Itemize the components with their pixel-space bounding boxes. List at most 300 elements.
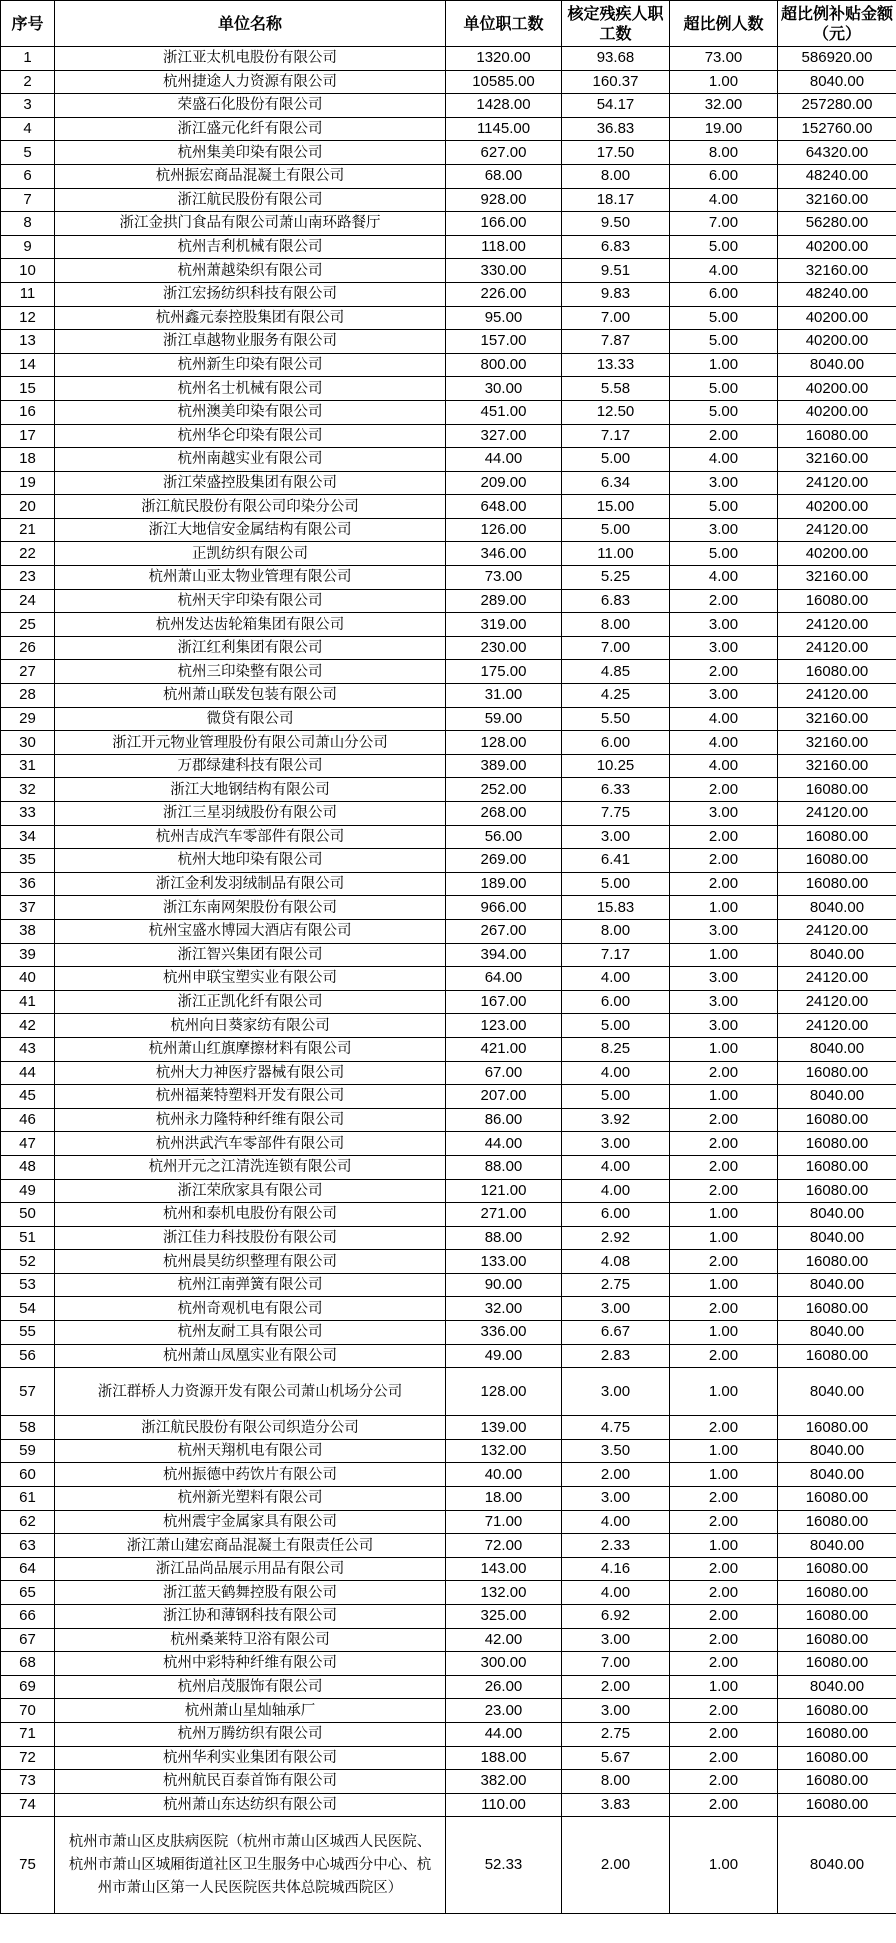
cell-disabled-staff-count: 2.33 <box>562 1534 670 1558</box>
table-row <box>1 471 896 495</box>
cell-index: 41 <box>1 990 55 1014</box>
header-subsidy-amount: 超比例补贴金额（元） <box>778 1 896 47</box>
cell-company-name: 杭州萧越染织有限公司 <box>55 259 446 283</box>
cell-excess-count: 5.00 <box>670 235 778 259</box>
cell-index: 53 <box>1 1273 55 1297</box>
table-row <box>1 282 896 306</box>
cell-subsidy-amount: 16080.00 <box>778 1344 896 1368</box>
table-body <box>1 47 896 1914</box>
cell-disabled-staff-count: 15.00 <box>562 495 670 519</box>
cell-staff-count: 67.00 <box>446 1061 562 1085</box>
cell-index: 49 <box>1 1179 55 1203</box>
cell-disabled-staff-count: 9.51 <box>562 259 670 283</box>
cell-excess-count: 2.00 <box>670 1510 778 1534</box>
table-row <box>1 566 896 590</box>
cell-company-name: 浙江红利集团有限公司 <box>55 636 446 660</box>
cell-staff-count: 325.00 <box>446 1605 562 1629</box>
table-row <box>1 1487 896 1511</box>
cell-subsidy-amount: 40200.00 <box>778 495 896 519</box>
cell-index: 34 <box>1 825 55 849</box>
cell-subsidy-amount: 16080.00 <box>778 1605 896 1629</box>
cell-excess-count: 2.00 <box>670 1793 778 1817</box>
cell-excess-count: 2.00 <box>670 589 778 613</box>
cell-subsidy-amount: 16080.00 <box>778 825 896 849</box>
cell-index: 65 <box>1 1581 55 1605</box>
cell-staff-count: 121.00 <box>446 1179 562 1203</box>
cell-disabled-staff-count: 3.92 <box>562 1108 670 1132</box>
cell-excess-count: 2.00 <box>670 1628 778 1652</box>
cell-staff-count: 126.00 <box>446 518 562 542</box>
cell-subsidy-amount: 8040.00 <box>778 1226 896 1250</box>
table-row <box>1 1085 896 1109</box>
table-row <box>1 1770 896 1794</box>
cell-subsidy-amount: 40200.00 <box>778 330 896 354</box>
cell-subsidy-amount: 8040.00 <box>778 1273 896 1297</box>
cell-staff-count: 319.00 <box>446 613 562 637</box>
table-row <box>1 1675 896 1699</box>
cell-disabled-staff-count: 5.58 <box>562 377 670 401</box>
table-row <box>1 660 896 684</box>
cell-disabled-staff-count: 8.00 <box>562 613 670 637</box>
cell-disabled-staff-count: 4.00 <box>562 1581 670 1605</box>
cell-staff-count: 271.00 <box>446 1203 562 1227</box>
cell-company-name: 杭州澳美印染有限公司 <box>55 400 446 424</box>
cell-excess-count: 2.00 <box>670 872 778 896</box>
cell-excess-count: 3.00 <box>670 518 778 542</box>
cell-subsidy-amount: 8040.00 <box>778 943 896 967</box>
cell-disabled-staff-count: 8.00 <box>562 164 670 188</box>
cell-excess-count: 3.00 <box>670 636 778 660</box>
cell-subsidy-amount: 8040.00 <box>778 1534 896 1558</box>
cell-subsidy-amount: 16080.00 <box>778 1250 896 1274</box>
cell-staff-count: 226.00 <box>446 282 562 306</box>
cell-index: 71 <box>1 1722 55 1746</box>
table-row <box>1 1368 896 1416</box>
cell-staff-count: 382.00 <box>446 1770 562 1794</box>
cell-excess-count: 2.00 <box>670 1155 778 1179</box>
cell-subsidy-amount: 16080.00 <box>778 1061 896 1085</box>
cell-company-name: 杭州和泰机电股份有限公司 <box>55 1203 446 1227</box>
cell-disabled-staff-count: 17.50 <box>562 141 670 165</box>
cell-subsidy-amount: 16080.00 <box>778 1581 896 1605</box>
cell-excess-count: 2.00 <box>670 1344 778 1368</box>
cell-index: 51 <box>1 1226 55 1250</box>
cell-company-name: 浙江亚太机电股份有限公司 <box>55 47 446 71</box>
table-row <box>1 589 896 613</box>
cell-subsidy-amount: 24120.00 <box>778 919 896 943</box>
cell-index: 72 <box>1 1746 55 1770</box>
cell-staff-count: 133.00 <box>446 1250 562 1274</box>
table-row <box>1 778 896 802</box>
cell-staff-count: 88.00 <box>446 1226 562 1250</box>
cell-company-name: 浙江协和薄钢科技有限公司 <box>55 1605 446 1629</box>
cell-index: 1 <box>1 47 55 71</box>
header-row <box>1 1 896 47</box>
table-row <box>1 825 896 849</box>
cell-staff-count: 52.33 <box>446 1817 562 1914</box>
cell-staff-count: 268.00 <box>446 802 562 826</box>
table-row <box>1 943 896 967</box>
cell-disabled-staff-count: 5.00 <box>562 448 670 472</box>
cell-subsidy-amount: 16080.00 <box>778 778 896 802</box>
cell-disabled-staff-count: 3.83 <box>562 1793 670 1817</box>
cell-staff-count: 157.00 <box>446 330 562 354</box>
cell-subsidy-amount: 16080.00 <box>778 660 896 684</box>
cell-company-name: 浙江品尚品展示用品有限公司 <box>55 1557 446 1581</box>
table-row <box>1 1793 896 1817</box>
cell-disabled-staff-count: 5.00 <box>562 518 670 542</box>
cell-subsidy-amount: 24120.00 <box>778 967 896 991</box>
table-row <box>1 212 896 236</box>
cell-company-name: 杭州振宏商品混凝土有限公司 <box>55 164 446 188</box>
cell-subsidy-amount: 16080.00 <box>778 1179 896 1203</box>
cell-company-name: 杭州大地印染有限公司 <box>55 849 446 873</box>
cell-company-name: 杭州洪武汽车零部件有限公司 <box>55 1132 446 1156</box>
cell-index: 66 <box>1 1605 55 1629</box>
cell-staff-count: 132.00 <box>446 1581 562 1605</box>
cell-index: 25 <box>1 613 55 637</box>
cell-disabled-staff-count: 2.83 <box>562 1344 670 1368</box>
cell-company-name: 杭州大力神医疗器械有限公司 <box>55 1061 446 1085</box>
cell-company-name: 杭州名士机械有限公司 <box>55 377 446 401</box>
cell-company-name: 浙江航民股份有限公司 <box>55 188 446 212</box>
cell-company-name: 浙江智兴集团有限公司 <box>55 943 446 967</box>
cell-subsidy-amount: 48240.00 <box>778 164 896 188</box>
cell-index: 32 <box>1 778 55 802</box>
cell-disabled-staff-count: 2.92 <box>562 1226 670 1250</box>
cell-company-name: 杭州启茂服饰有限公司 <box>55 1675 446 1699</box>
cell-disabled-staff-count: 6.34 <box>562 471 670 495</box>
cell-disabled-staff-count: 9.83 <box>562 282 670 306</box>
cell-excess-count: 5.00 <box>670 377 778 401</box>
cell-subsidy-amount: 8040.00 <box>778 896 896 920</box>
cell-staff-count: 42.00 <box>446 1628 562 1652</box>
cell-excess-count: 4.00 <box>670 731 778 755</box>
cell-excess-count: 2.00 <box>670 1132 778 1156</box>
cell-disabled-staff-count: 3.00 <box>562 1132 670 1156</box>
cell-excess-count: 2.00 <box>670 660 778 684</box>
cell-disabled-staff-count: 3.00 <box>562 1487 670 1511</box>
cell-company-name: 浙江萧山建宏商品混凝土有限责任公司 <box>55 1534 446 1558</box>
cell-subsidy-amount: 257280.00 <box>778 94 896 118</box>
cell-staff-count: 209.00 <box>446 471 562 495</box>
table-row <box>1 448 896 472</box>
table-row <box>1 424 896 448</box>
cell-subsidy-amount: 152760.00 <box>778 117 896 141</box>
table-row <box>1 1250 896 1274</box>
cell-excess-count: 2.00 <box>670 1108 778 1132</box>
cell-staff-count: 394.00 <box>446 943 562 967</box>
cell-excess-count: 8.00 <box>670 141 778 165</box>
table-row <box>1 259 896 283</box>
cell-excess-count: 1.00 <box>670 1273 778 1297</box>
header-staff-count: 单位职工数 <box>446 1 562 47</box>
cell-company-name: 杭州永力隆特种纤维有限公司 <box>55 1108 446 1132</box>
cell-index: 52 <box>1 1250 55 1274</box>
cell-index: 6 <box>1 164 55 188</box>
cell-subsidy-amount: 16080.00 <box>778 1108 896 1132</box>
cell-company-name: 杭州鑫元泰控股集团有限公司 <box>55 306 446 330</box>
cell-index: 73 <box>1 1770 55 1794</box>
cell-index: 62 <box>1 1510 55 1534</box>
cell-company-name: 浙江三星羽绒股份有限公司 <box>55 802 446 826</box>
table-row <box>1 731 896 755</box>
cell-subsidy-amount: 16080.00 <box>778 1297 896 1321</box>
table-row <box>1 1321 896 1345</box>
cell-subsidy-amount: 16080.00 <box>778 424 896 448</box>
cell-company-name: 杭州萧山东达纺织有限公司 <box>55 1793 446 1817</box>
table-row <box>1 1581 896 1605</box>
cell-index: 59 <box>1 1439 55 1463</box>
cell-company-name: 浙江群桥人力资源开发有限公司萧山机场分公司 <box>55 1368 446 1416</box>
cell-staff-count: 44.00 <box>446 448 562 472</box>
table-row <box>1 896 896 920</box>
cell-subsidy-amount: 8040.00 <box>778 1085 896 1109</box>
cell-disabled-staff-count: 18.17 <box>562 188 670 212</box>
cell-disabled-staff-count: 6.00 <box>562 990 670 1014</box>
cell-company-name: 微贷有限公司 <box>55 707 446 731</box>
cell-index: 2 <box>1 70 55 94</box>
cell-company-name: 杭州吉利机械有限公司 <box>55 235 446 259</box>
table-row <box>1 495 896 519</box>
cell-staff-count: 289.00 <box>446 589 562 613</box>
cell-excess-count: 2.00 <box>670 1416 778 1440</box>
cell-index: 56 <box>1 1344 55 1368</box>
cell-disabled-staff-count: 3.00 <box>562 1628 670 1652</box>
cell-staff-count: 26.00 <box>446 1675 562 1699</box>
cell-disabled-staff-count: 6.00 <box>562 1203 670 1227</box>
cell-excess-count: 19.00 <box>670 117 778 141</box>
cell-subsidy-amount: 8040.00 <box>778 1439 896 1463</box>
cell-excess-count: 1.00 <box>670 1675 778 1699</box>
cell-staff-count: 56.00 <box>446 825 562 849</box>
cell-index: 58 <box>1 1416 55 1440</box>
cell-subsidy-amount: 16080.00 <box>778 1487 896 1511</box>
cell-disabled-staff-count: 3.00 <box>562 825 670 849</box>
cell-subsidy-amount: 16080.00 <box>778 1628 896 1652</box>
cell-staff-count: 421.00 <box>446 1037 562 1061</box>
cell-staff-count: 30.00 <box>446 377 562 401</box>
cell-company-name: 杭州震宇金属家具有限公司 <box>55 1510 446 1534</box>
cell-subsidy-amount: 32160.00 <box>778 707 896 731</box>
cell-disabled-staff-count: 4.85 <box>562 660 670 684</box>
cell-staff-count: 18.00 <box>446 1487 562 1511</box>
cell-excess-count: 2.00 <box>670 1061 778 1085</box>
cell-company-name: 浙江东南网架股份有限公司 <box>55 896 446 920</box>
cell-disabled-staff-count: 10.25 <box>562 754 670 778</box>
cell-subsidy-amount: 24120.00 <box>778 990 896 1014</box>
cell-company-name: 杭州福莱特塑料开发有限公司 <box>55 1085 446 1109</box>
table-row <box>1 47 896 71</box>
cell-subsidy-amount: 8040.00 <box>778 1321 896 1345</box>
table-row <box>1 1605 896 1629</box>
cell-excess-count: 1.00 <box>670 1321 778 1345</box>
cell-index: 11 <box>1 282 55 306</box>
cell-disabled-staff-count: 6.92 <box>562 1605 670 1629</box>
cell-index: 15 <box>1 377 55 401</box>
cell-disabled-staff-count: 4.00 <box>562 1510 670 1534</box>
cell-disabled-staff-count: 13.33 <box>562 353 670 377</box>
cell-subsidy-amount: 32160.00 <box>778 754 896 778</box>
cell-disabled-staff-count: 8.00 <box>562 1770 670 1794</box>
cell-staff-count: 44.00 <box>446 1722 562 1746</box>
cell-company-name: 杭州开元之江清洗连锁有限公司 <box>55 1155 446 1179</box>
table-row <box>1 330 896 354</box>
cell-subsidy-amount: 24120.00 <box>778 684 896 708</box>
cell-staff-count: 128.00 <box>446 731 562 755</box>
cell-staff-count: 346.00 <box>446 542 562 566</box>
cell-company-name: 杭州萧山凤凰实业有限公司 <box>55 1344 446 1368</box>
cell-excess-count: 2.00 <box>670 1487 778 1511</box>
cell-company-name: 杭州友耐工具有限公司 <box>55 1321 446 1345</box>
cell-subsidy-amount: 40200.00 <box>778 306 896 330</box>
cell-staff-count: 267.00 <box>446 919 562 943</box>
cell-company-name: 杭州奇观机电有限公司 <box>55 1297 446 1321</box>
table-row <box>1 235 896 259</box>
cell-subsidy-amount: 48240.00 <box>778 282 896 306</box>
cell-disabled-staff-count: 4.16 <box>562 1557 670 1581</box>
table-row <box>1 1226 896 1250</box>
cell-staff-count: 40.00 <box>446 1463 562 1487</box>
cell-index: 26 <box>1 636 55 660</box>
table-row <box>1 1439 896 1463</box>
table-row <box>1 1273 896 1297</box>
cell-excess-count: 3.00 <box>670 990 778 1014</box>
table-row <box>1 1108 896 1132</box>
table-row <box>1 872 896 896</box>
cell-subsidy-amount: 8040.00 <box>778 1817 896 1914</box>
cell-excess-count: 3.00 <box>670 471 778 495</box>
table-row <box>1 1203 896 1227</box>
cell-company-name: 杭州华仑印染有限公司 <box>55 424 446 448</box>
cell-staff-count: 167.00 <box>446 990 562 1014</box>
table-row <box>1 1014 896 1038</box>
cell-index: 24 <box>1 589 55 613</box>
table-row <box>1 1510 896 1534</box>
cell-index: 47 <box>1 1132 55 1156</box>
cell-staff-count: 327.00 <box>446 424 562 448</box>
cell-excess-count: 32.00 <box>670 94 778 118</box>
cell-excess-count: 3.00 <box>670 1014 778 1038</box>
cell-company-name: 正凯纺织有限公司 <box>55 542 446 566</box>
cell-index: 20 <box>1 495 55 519</box>
table-row <box>1 613 896 637</box>
table-row <box>1 141 896 165</box>
table-row <box>1 1132 896 1156</box>
cell-staff-count: 1145.00 <box>446 117 562 141</box>
cell-disabled-staff-count: 160.37 <box>562 70 670 94</box>
cell-excess-count: 2.00 <box>670 1652 778 1676</box>
cell-index: 30 <box>1 731 55 755</box>
cell-staff-count: 73.00 <box>446 566 562 590</box>
table-row <box>1 1463 896 1487</box>
cell-disabled-staff-count: 4.75 <box>562 1416 670 1440</box>
cell-index: 35 <box>1 849 55 873</box>
table-row <box>1 306 896 330</box>
cell-excess-count: 1.00 <box>670 1817 778 1914</box>
cell-excess-count: 2.00 <box>670 1605 778 1629</box>
cell-staff-count: 166.00 <box>446 212 562 236</box>
cell-company-name: 浙江航民股份有限公司印染分公司 <box>55 495 446 519</box>
cell-company-name: 杭州南越实业有限公司 <box>55 448 446 472</box>
cell-index: 5 <box>1 141 55 165</box>
cell-staff-count: 123.00 <box>446 1014 562 1038</box>
cell-subsidy-amount: 64320.00 <box>778 141 896 165</box>
cell-staff-count: 230.00 <box>446 636 562 660</box>
cell-excess-count: 1.00 <box>670 1463 778 1487</box>
cell-staff-count: 966.00 <box>446 896 562 920</box>
cell-subsidy-amount: 16080.00 <box>778 1652 896 1676</box>
cell-company-name: 杭州宝盛水博园大酒店有限公司 <box>55 919 446 943</box>
cell-subsidy-amount: 24120.00 <box>778 636 896 660</box>
cell-disabled-staff-count: 5.67 <box>562 1746 670 1770</box>
cell-subsidy-amount: 586920.00 <box>778 47 896 71</box>
cell-excess-count: 2.00 <box>670 1250 778 1274</box>
table-header <box>1 1 896 47</box>
cell-staff-count: 1428.00 <box>446 94 562 118</box>
cell-subsidy-amount: 16080.00 <box>778 849 896 873</box>
cell-index: 19 <box>1 471 55 495</box>
cell-excess-count: 5.00 <box>670 330 778 354</box>
table-row <box>1 94 896 118</box>
cell-staff-count: 64.00 <box>446 967 562 991</box>
cell-index: 67 <box>1 1628 55 1652</box>
cell-excess-count: 1.00 <box>670 1226 778 1250</box>
cell-company-name: 杭州天宇印染有限公司 <box>55 589 446 613</box>
cell-excess-count: 2.00 <box>670 1297 778 1321</box>
cell-index: 57 <box>1 1368 55 1416</box>
cell-subsidy-amount: 8040.00 <box>778 1203 896 1227</box>
cell-staff-count: 128.00 <box>446 1368 562 1416</box>
cell-index: 50 <box>1 1203 55 1227</box>
cell-subsidy-amount: 16080.00 <box>778 1793 896 1817</box>
cell-disabled-staff-count: 4.00 <box>562 1179 670 1203</box>
cell-disabled-staff-count: 5.50 <box>562 707 670 731</box>
cell-excess-count: 2.00 <box>670 1179 778 1203</box>
cell-excess-count: 1.00 <box>670 1368 778 1416</box>
cell-company-name: 浙江金利发羽绒制品有限公司 <box>55 872 446 896</box>
cell-disabled-staff-count: 5.25 <box>562 566 670 590</box>
cell-index: 10 <box>1 259 55 283</box>
cell-staff-count: 330.00 <box>446 259 562 283</box>
cell-staff-count: 451.00 <box>446 400 562 424</box>
cell-excess-count: 3.00 <box>670 919 778 943</box>
table-row <box>1 117 896 141</box>
cell-excess-count: 1.00 <box>670 1037 778 1061</box>
cell-excess-count: 5.00 <box>670 306 778 330</box>
cell-staff-count: 143.00 <box>446 1557 562 1581</box>
cell-company-name: 杭州华利实业集团有限公司 <box>55 1746 446 1770</box>
cell-disabled-staff-count: 7.00 <box>562 306 670 330</box>
cell-excess-count: 2.00 <box>670 424 778 448</box>
cell-disabled-staff-count: 4.00 <box>562 967 670 991</box>
cell-subsidy-amount: 8040.00 <box>778 1463 896 1487</box>
cell-company-name: 杭州吉成汽车零部件有限公司 <box>55 825 446 849</box>
cell-disabled-staff-count: 2.75 <box>562 1722 670 1746</box>
cell-index: 18 <box>1 448 55 472</box>
header-excess-count: 超比例人数 <box>670 1 778 47</box>
cell-subsidy-amount: 16080.00 <box>778 1416 896 1440</box>
cell-company-name: 浙江荣欣家具有限公司 <box>55 1179 446 1203</box>
cell-company-name: 浙江宏扬纺织科技有限公司 <box>55 282 446 306</box>
cell-index: 12 <box>1 306 55 330</box>
table-row <box>1 1297 896 1321</box>
cell-excess-count: 5.00 <box>670 495 778 519</box>
cell-disabled-staff-count: 6.67 <box>562 1321 670 1345</box>
cell-index: 44 <box>1 1061 55 1085</box>
table-row <box>1 164 896 188</box>
cell-excess-count: 2.00 <box>670 778 778 802</box>
